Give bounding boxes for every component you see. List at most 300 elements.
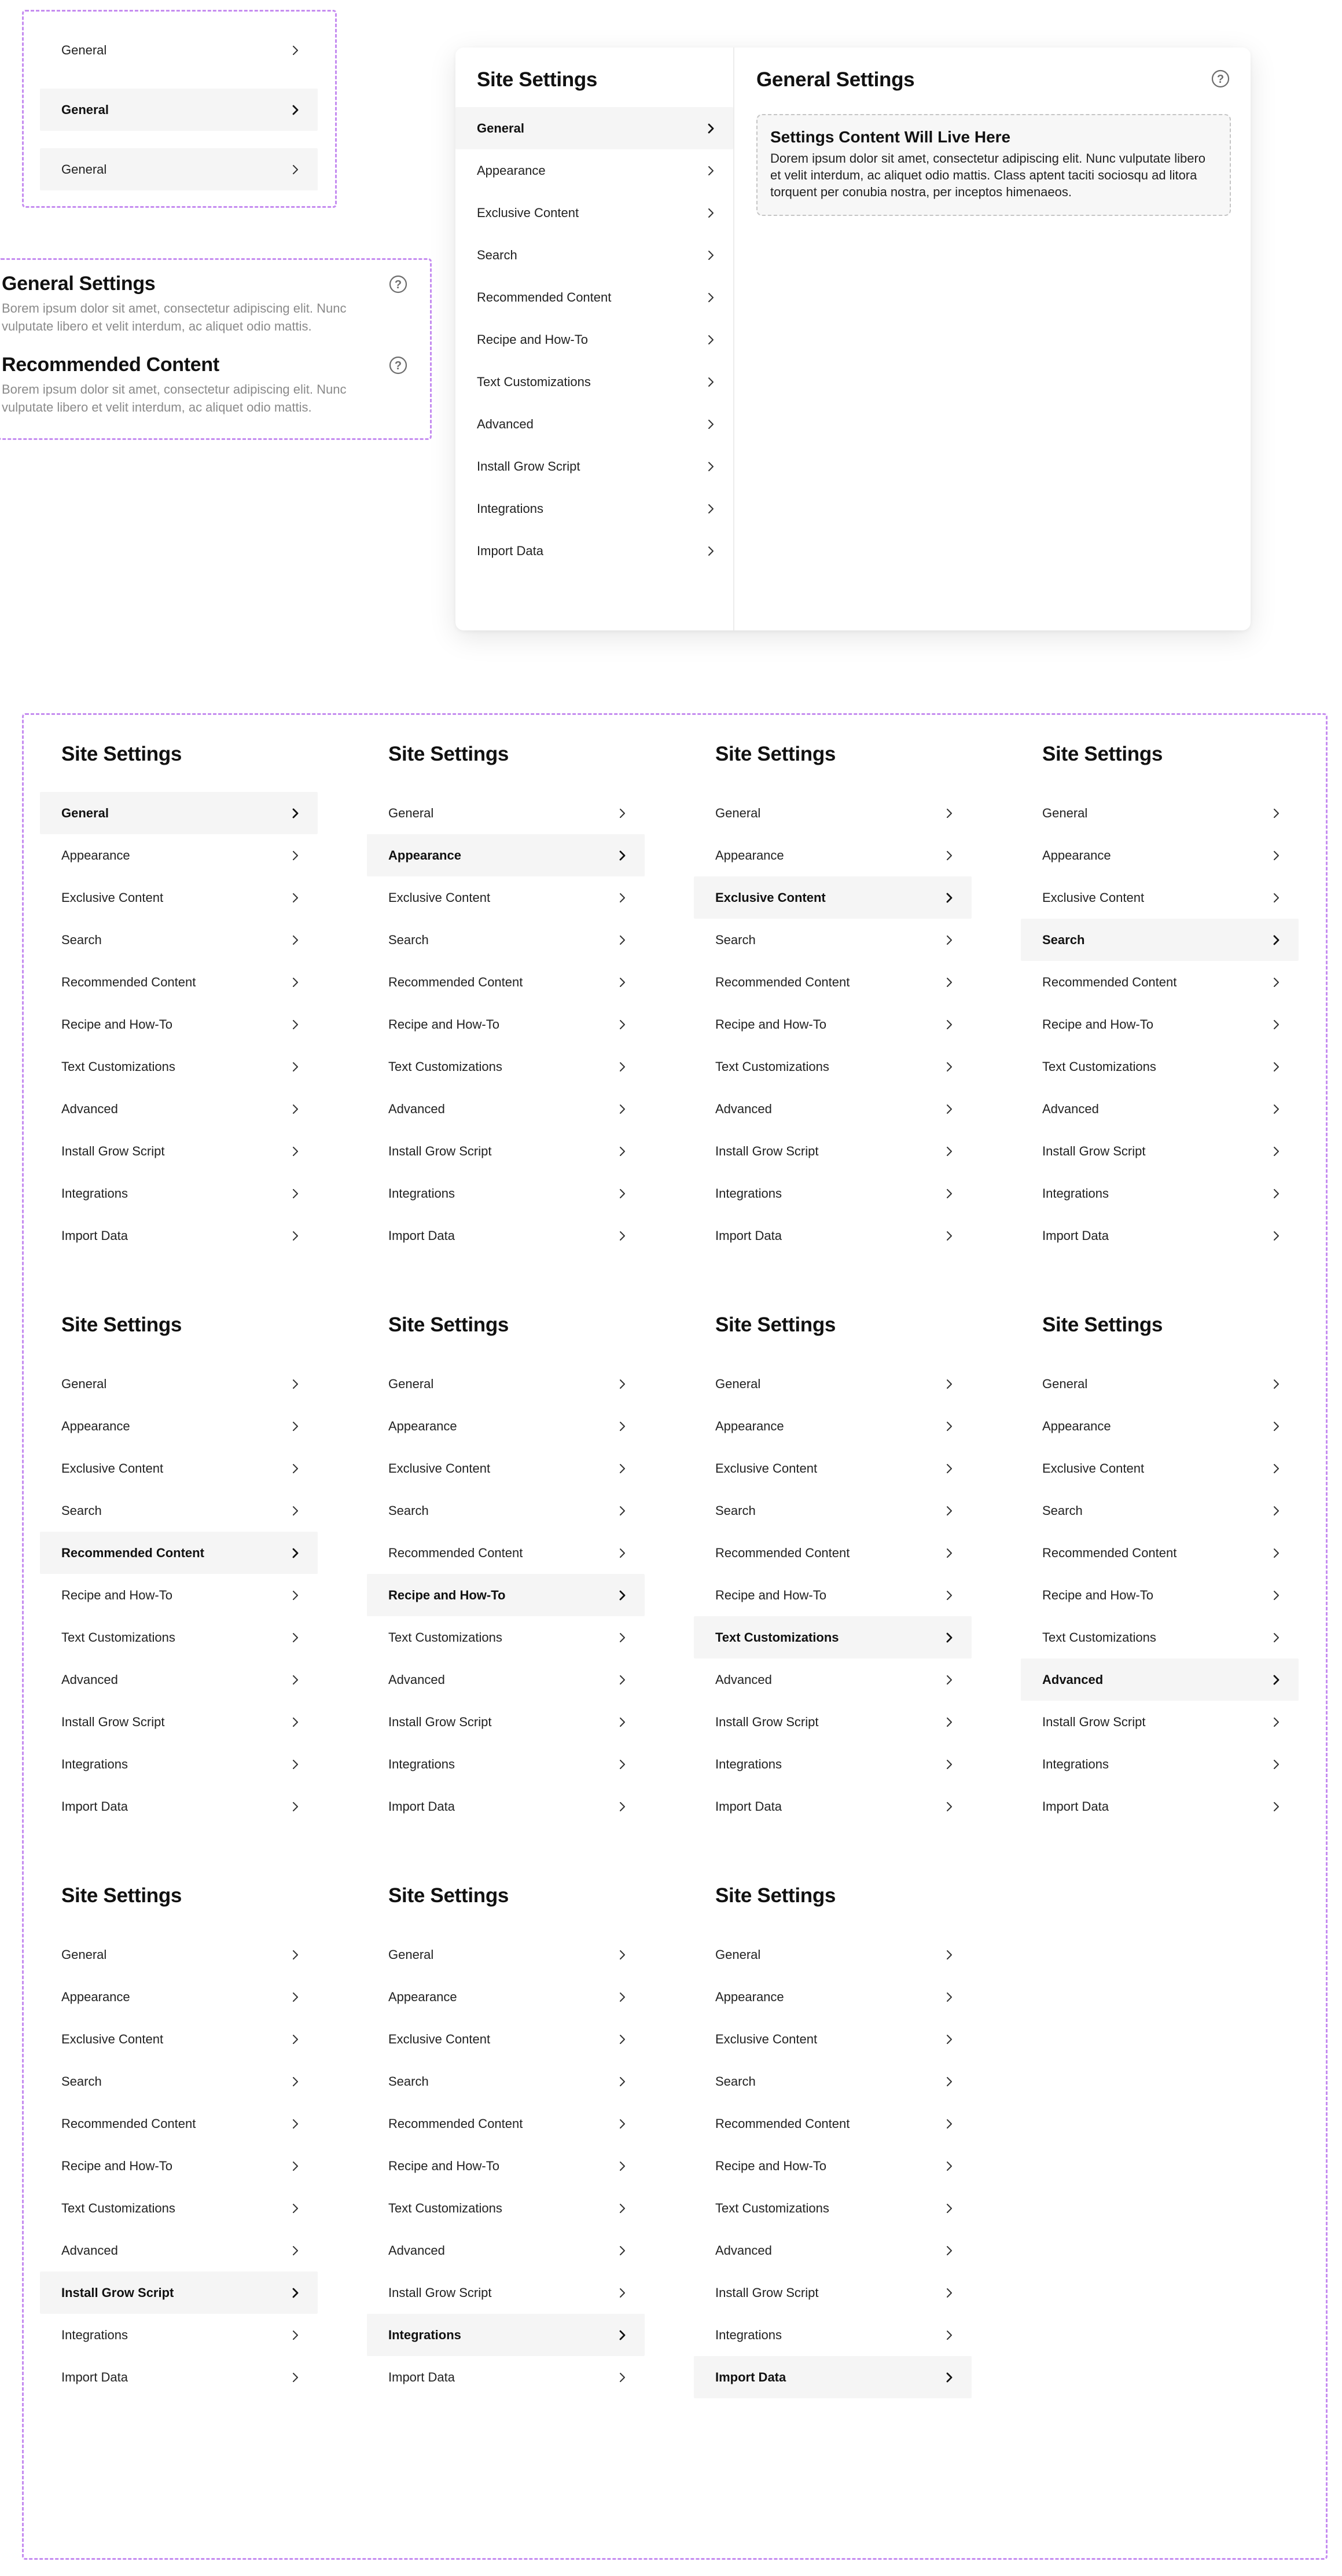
- chevron-right-icon: [943, 1378, 955, 1390]
- nav-item-label: Search: [1042, 932, 1085, 947]
- section-description: Borem ipsum dolor sit amet, consectetur adipiscing elit. Nunc vulputate libero et velit interdum, ac aliquet odio mattis.: [2, 382, 347, 414]
- nav-item-state-selected[interactable]: [40, 89, 318, 131]
- sidebar-item-text-customizations[interactable]: [40, 1616, 318, 1658]
- nav-item-label: Exclusive Content: [477, 205, 579, 220]
- sidebar-item-text-customizations[interactable]: [1021, 1045, 1299, 1088]
- nav-item-label: Install Grow Script: [388, 2285, 492, 2300]
- chevron-right-icon: [616, 891, 628, 904]
- chevron-right-icon: [1270, 1547, 1282, 1559]
- chevron-right-icon: [943, 2075, 955, 2088]
- chevron-right-icon: [943, 1061, 955, 1073]
- sidebar-item-appearance[interactable]: [694, 1976, 972, 2018]
- nav-item-label: Recommended Content: [477, 289, 612, 304]
- nav-item-label: Recommended Content: [61, 1545, 204, 1560]
- nav-item-label: Appearance: [61, 847, 130, 863]
- nav-item-label: General: [61, 1376, 107, 1391]
- nav-item-label: General: [388, 1947, 434, 1962]
- chevron-right-icon: [616, 1758, 628, 1771]
- chevron-right-icon: [289, 44, 302, 57]
- sidebar-item-install-grow-script[interactable]: [694, 2272, 972, 2314]
- sidebar-item-appearance[interactable]: [40, 1976, 318, 2018]
- sidebar-item-general[interactable]: [694, 1933, 972, 1976]
- chevron-right-icon: [704, 207, 717, 219]
- sidebar-item-search[interactable]: [694, 2060, 972, 2102]
- chevron-right-icon: [943, 1589, 955, 1602]
- sidebar-item-general[interactable]: [694, 1363, 972, 1405]
- sidebar-item-exclusive-content[interactable]: [367, 1447, 645, 1489]
- nav-item-label: Text Customizations: [715, 1059, 829, 1074]
- sidebar-item-appearance[interactable]: [1021, 1405, 1299, 1447]
- chevron-right-icon: [616, 2244, 628, 2257]
- sidebar-item-appearance[interactable]: [367, 834, 645, 876]
- nav-item-label: Install Grow Script: [715, 1714, 819, 1729]
- chevron-right-icon: [289, 2202, 302, 2215]
- sidebar-item-text-customizations[interactable]: [367, 1045, 645, 1088]
- nav-item-label: Integrations: [1042, 1186, 1109, 1201]
- chevron-right-icon: [943, 976, 955, 989]
- sidebar-item-search[interactable]: [694, 919, 972, 961]
- nav-item-label: Install Grow Script: [715, 2285, 819, 2300]
- nav-item-label: Text Customizations: [61, 2200, 175, 2215]
- sidebar-item-appearance[interactable]: [694, 834, 972, 876]
- sidebar-item-install-grow-script[interactable]: [1021, 1130, 1299, 1172]
- nav-item-label: Recipe and How-To: [388, 1587, 506, 1602]
- sidebar-item-integrations[interactable]: [40, 2314, 318, 2356]
- chevron-right-icon: [943, 1948, 955, 1961]
- nav-item-label: Search: [1042, 1503, 1083, 1518]
- help-icon[interactable]: [389, 356, 407, 375]
- sidebar-item-search[interactable]: [40, 1489, 318, 1532]
- sidebar-item-recipe-and-how-to[interactable]: [1021, 1574, 1299, 1616]
- chevron-right-icon: [616, 934, 628, 946]
- sidebar-item-appearance[interactable]: [694, 1405, 972, 1447]
- sidebar-item-exclusive-content[interactable]: [367, 876, 645, 919]
- sidebar-item-install-grow-script[interactable]: [694, 1701, 972, 1743]
- chevron-right-icon: [943, 1674, 955, 1686]
- sidebar-item-recipe-and-how-to[interactable]: [40, 2145, 318, 2187]
- nav-item-label: Advanced: [715, 1101, 772, 1116]
- chevron-right-icon: [616, 1018, 628, 1031]
- nav-item-label: General: [715, 1947, 761, 1962]
- sidebar-item-recipe-and-how-to[interactable]: [1021, 1003, 1299, 1045]
- nav-item-label: Exclusive Content: [388, 1461, 491, 1476]
- chevron-right-icon: [289, 2244, 302, 2257]
- nav-title: Site Settings: [388, 743, 509, 765]
- chevron-right-icon: [1270, 1462, 1282, 1475]
- nav-item-label: Exclusive Content: [61, 2031, 164, 2046]
- sidebar-item-recipe-and-how-to[interactable]: [694, 1003, 972, 1045]
- sidebar-item-appearance[interactable]: [367, 1405, 645, 1447]
- sidebar-item-advanced[interactable]: [694, 2229, 972, 2272]
- sidebar-item-integrations[interactable]: [694, 1743, 972, 1785]
- sidebar-item-recommended-content[interactable]: [40, 2102, 318, 2145]
- nav-item-label: Recipe and How-To: [477, 332, 588, 347]
- chevron-right-icon: [943, 2033, 955, 2046]
- sidebar-item-general[interactable]: [1021, 792, 1299, 834]
- sidebar-item-exclusive-content[interactable]: [1021, 1447, 1299, 1489]
- nav-item-label: Recipe and How-To: [388, 2158, 499, 2173]
- nav-item-label: Search: [388, 2074, 429, 2089]
- chevron-right-icon: [289, 2075, 302, 2088]
- sidebar-item-advanced[interactable]: [367, 2229, 645, 2272]
- svg-text:?: ?: [1216, 73, 1225, 86]
- nav-item-label: Import Data: [1042, 1228, 1109, 1243]
- sidebar-item-text-customizations[interactable]: [367, 2187, 645, 2229]
- chevron-right-icon: [1270, 1230, 1282, 1242]
- sidebar-item-exclusive-content[interactable]: [694, 2018, 972, 2060]
- chevron-right-icon: [1270, 1800, 1282, 1813]
- sidebar-item-exclusive-content[interactable]: [1021, 876, 1299, 919]
- sidebar-item-recipe-and-how-to[interactable]: [694, 1574, 972, 1616]
- nav-item-label: Integrations: [61, 1186, 128, 1201]
- sidebar-item-recommended-content[interactable]: [455, 276, 733, 318]
- nav-item-label: Advanced: [388, 2243, 445, 2258]
- sidebar-item-advanced[interactable]: [694, 1658, 972, 1701]
- sidebar-item-text-customizations[interactable]: [694, 1045, 972, 1088]
- sidebar-item-search[interactable]: [40, 919, 318, 961]
- sidebar-item-integrations[interactable]: [694, 1172, 972, 1214]
- chevron-right-icon: [943, 2160, 955, 2173]
- chevron-right-icon: [616, 2329, 628, 2342]
- nav-item-label: Text Customizations: [1042, 1630, 1156, 1645]
- nav-item-label: Recommended Content: [1042, 974, 1177, 989]
- sidebar-item-install-grow-script[interactable]: [367, 1701, 645, 1743]
- sidebar-item-general[interactable]: [455, 107, 733, 149]
- nav-item-label: Appearance: [388, 1418, 457, 1433]
- nav-item-state-hover[interactable]: [40, 148, 318, 190]
- sidebar-item-exclusive-content[interactable]: [455, 192, 733, 234]
- sidebar-item-appearance[interactable]: [367, 1976, 645, 2018]
- sidebar-item-appearance[interactable]: [40, 834, 318, 876]
- chevron-right-icon: [616, 849, 628, 862]
- nav-item-label: General: [388, 805, 434, 820]
- sidebar-item-integrations[interactable]: [1021, 1743, 1299, 1785]
- sidebar-item-integrations[interactable]: [40, 1743, 318, 1785]
- nav-item-label: Text Customizations: [61, 1630, 175, 1645]
- nav-item-label: Recommended Content: [61, 974, 196, 989]
- sidebar-item-appearance[interactable]: [455, 149, 733, 192]
- chevron-right-icon: [616, 1378, 628, 1390]
- chevron-right-icon: [1270, 1420, 1282, 1433]
- sidebar-item-recommended-content[interactable]: [367, 961, 645, 1003]
- sidebar-item-search[interactable]: [367, 2060, 645, 2102]
- nav-title: Site Settings: [61, 743, 182, 765]
- sidebar-item-advanced[interactable]: [694, 1088, 972, 1130]
- sidebar-item-advanced[interactable]: [1021, 1088, 1299, 1130]
- chevron-right-icon: [616, 2075, 628, 2088]
- sidebar-item-search[interactable]: [1021, 1489, 1299, 1532]
- chevron-right-icon: [616, 807, 628, 820]
- sidebar-item-general[interactable]: [40, 1363, 318, 1405]
- nav-item-label: Search: [388, 932, 429, 947]
- sidebar-item-import-data[interactable]: [694, 1214, 972, 1257]
- sidebar-item-integrations[interactable]: [694, 2314, 972, 2356]
- nav-item-label: Appearance: [715, 1989, 784, 2004]
- sidebar-item-install-grow-script[interactable]: [1021, 1701, 1299, 1743]
- sidebar-item-text-customizations[interactable]: [694, 2187, 972, 2229]
- chevron-right-icon: [289, 1631, 302, 1644]
- nav-item-label: Import Data: [715, 2369, 786, 2384]
- chevron-right-icon: [943, 807, 955, 820]
- chevron-right-icon: [704, 460, 717, 473]
- nav-item-label: Import Data: [477, 543, 543, 558]
- nav-item-label: Integrations: [477, 501, 543, 516]
- sidebar-item-recipe-and-how-to[interactable]: [40, 1574, 318, 1616]
- sidebar-item-advanced[interactable]: [1021, 1658, 1299, 1701]
- nav-item-state-default[interactable]: [40, 29, 318, 71]
- sidebar-item-recipe-and-how-to[interactable]: [367, 1574, 645, 1616]
- chevron-right-icon: [943, 1716, 955, 1729]
- sidebar-item-import-data[interactable]: [367, 1785, 645, 1828]
- chevron-right-icon: [289, 2118, 302, 2130]
- chevron-right-icon: [289, 1378, 302, 1390]
- sidebar-item-general[interactable]: [367, 792, 645, 834]
- chevron-right-icon: [616, 976, 628, 989]
- sidebar-item-advanced[interactable]: [367, 1658, 645, 1701]
- chevron-right-icon: [943, 1145, 955, 1158]
- chevron-right-icon: [616, 2160, 628, 2173]
- nav-item-label: General: [477, 120, 524, 135]
- sidebar-item-integrations[interactable]: [367, 1172, 645, 1214]
- chevron-right-icon: [1270, 1674, 1282, 1686]
- nav-item-label: Recommended Content: [715, 1545, 850, 1560]
- nav-item-label: Appearance: [1042, 1418, 1111, 1433]
- sidebar-item-recommended-content[interactable]: [1021, 961, 1299, 1003]
- help-icon[interactable]: [1211, 69, 1230, 88]
- nav-item-label: General: [61, 805, 109, 820]
- sidebar-item-import-data[interactable]: [694, 2356, 972, 2398]
- nav-item-label: Recipe and How-To: [715, 2158, 826, 2173]
- sidebar-item-install-grow-script[interactable]: [455, 445, 733, 487]
- sidebar-item-install-grow-script[interactable]: [40, 1701, 318, 1743]
- chevron-right-icon: [1270, 1758, 1282, 1771]
- sidebar-item-integrations[interactable]: [367, 1743, 645, 1785]
- sidebar-item-advanced[interactable]: [40, 1088, 318, 1130]
- chevron-right-icon: [616, 1716, 628, 1729]
- sidebar-item-recipe-and-how-to[interactable]: [694, 2145, 972, 2187]
- nav-item-label: Integrations: [388, 1186, 455, 1201]
- nav-item-label: General: [388, 1376, 434, 1391]
- item-states-frame: [22, 10, 337, 208]
- sidebar-item-install-grow-script[interactable]: [40, 2272, 318, 2314]
- sidebar-item-recipe-and-how-to[interactable]: [367, 2145, 645, 2187]
- nav-item-label: Integrations: [388, 2327, 461, 2342]
- sidebar-item-install-grow-script[interactable]: [367, 1130, 645, 1172]
- nav-item-label: Appearance: [477, 163, 546, 178]
- sidebar-item-exclusive-content[interactable]: [40, 2018, 318, 2060]
- sidebar-item-text-customizations[interactable]: [1021, 1616, 1299, 1658]
- nav-item-label: Text Customizations: [715, 1630, 839, 1645]
- sidebar-item-general[interactable]: [40, 1933, 318, 1976]
- sidebar-item-import-data[interactable]: [367, 2356, 645, 2398]
- nav-variant-panel: [367, 1286, 645, 1814]
- sidebar-item-advanced[interactable]: [367, 1088, 645, 1130]
- sidebar-item-search[interactable]: [367, 919, 645, 961]
- sidebar-item-search[interactable]: [455, 234, 733, 276]
- chevron-right-icon: [943, 1800, 955, 1813]
- sidebar-item-general[interactable]: [40, 792, 318, 834]
- chevron-right-icon: [1270, 1378, 1282, 1390]
- nav-variant-panel: [1021, 715, 1299, 1243]
- sidebar-item-exclusive-content[interactable]: [40, 1447, 318, 1489]
- sidebar-item-recipe-and-how-to[interactable]: [40, 1003, 318, 1045]
- sidebar-item-install-grow-script[interactable]: [367, 2272, 645, 2314]
- sidebar-item-recommended-content[interactable]: [367, 2102, 645, 2145]
- sidebar-item-recipe-and-how-to[interactable]: [367, 1003, 645, 1045]
- section-title: Recommended Content: [2, 354, 219, 376]
- chevron-right-icon: [289, 1187, 302, 1200]
- sidebar-item-recommended-content[interactable]: [694, 961, 972, 1003]
- sidebar-item-advanced[interactable]: [40, 2229, 318, 2272]
- chevron-right-icon: [704, 333, 717, 346]
- sidebar-item-import-data[interactable]: [40, 1785, 318, 1828]
- chevron-right-icon: [1270, 1504, 1282, 1517]
- sidebar-item-recommended-content[interactable]: [367, 1532, 645, 1574]
- sidebar-item-search[interactable]: [367, 1489, 645, 1532]
- chevron-right-icon: [289, 1800, 302, 1813]
- chevron-right-icon: [1270, 849, 1282, 862]
- sidebar-item-import-data[interactable]: [455, 530, 733, 572]
- sidebar-item-search[interactable]: [694, 1489, 972, 1532]
- nav-item-label: Appearance: [388, 1989, 457, 2004]
- chevron-right-icon: [943, 2329, 955, 2342]
- nav-variant-panel: [40, 1856, 318, 2384]
- nav-item-label: Install Grow Script: [61, 2285, 174, 2300]
- nav-item-label: General: [715, 1376, 761, 1391]
- placeholder-text: Dorem ipsum dolor sit amet, consectetur adipiscing elit. Nunc vulputate libero et velit interdum, ac aliquet odio mattis. Class aptent taciti sociosqu ad litora torquent per conubia nostra, per inceptos himenaeos.: [770, 151, 1206, 199]
- sidebar-item-text-customizations[interactable]: [40, 1045, 318, 1088]
- sidebar-item-recipe-and-how-to[interactable]: [455, 318, 733, 361]
- sidebar-item-search[interactable]: [40, 2060, 318, 2102]
- sidebar-item-advanced[interactable]: [40, 1658, 318, 1701]
- section-headers-frame: [0, 258, 432, 440]
- nav-item-label: Recipe and How-To: [1042, 1017, 1153, 1032]
- sidebar-item-integrations[interactable]: [1021, 1172, 1299, 1214]
- sidebar-item-appearance[interactable]: [40, 1405, 318, 1447]
- nav-item-label: Integrations: [715, 1756, 782, 1771]
- chevron-right-icon: [616, 1674, 628, 1686]
- sidebar-item-exclusive-content[interactable]: [40, 876, 318, 919]
- nav-item-label: Search: [61, 2074, 102, 2089]
- nav-item-label: Recipe and How-To: [715, 1587, 826, 1602]
- chevron-right-icon: [943, 1991, 955, 2003]
- sidebar-item-text-customizations[interactable]: [694, 1616, 972, 1658]
- chevron-right-icon: [943, 2244, 955, 2257]
- chevron-right-icon: [289, 1462, 302, 1475]
- help-icon[interactable]: [389, 275, 407, 293]
- sidebar-item-import-data[interactable]: [40, 1214, 318, 1257]
- chevron-right-icon: [289, 163, 302, 176]
- nav-title: Site Settings: [61, 1313, 182, 1336]
- sidebar-item-import-data[interactable]: [367, 1214, 645, 1257]
- chevron-right-icon: [289, 1547, 302, 1559]
- chevron-right-icon: [943, 2118, 955, 2130]
- nav-item-label: Exclusive Content: [715, 2031, 818, 2046]
- nav-item-label: Integrations: [715, 2327, 782, 2342]
- sidebar-item-import-data[interactable]: [1021, 1785, 1299, 1828]
- nav-item-label: Import Data: [715, 1228, 782, 1243]
- chevron-right-icon: [616, 2033, 628, 2046]
- nav-item-label: Recommended Content: [388, 974, 523, 989]
- nav-item-label: Advanced: [61, 1101, 118, 1116]
- chevron-right-icon: [616, 2287, 628, 2299]
- sidebar-item-recommended-content[interactable]: [40, 1532, 318, 1574]
- nav-item-label: Integrations: [388, 1756, 455, 1771]
- sidebar-item-integrations[interactable]: [367, 2314, 645, 2356]
- chevron-right-icon: [943, 934, 955, 946]
- chevron-right-icon: [289, 1758, 302, 1771]
- nav-variant-panel: [694, 1856, 972, 2384]
- sidebar-item-general[interactable]: [367, 1933, 645, 1976]
- chevron-right-icon: [1270, 1631, 1282, 1644]
- nav-variant-panel: [1021, 1286, 1299, 1814]
- chevron-right-icon: [289, 2160, 302, 2173]
- chevron-right-icon: [704, 249, 717, 262]
- chevron-right-icon: [289, 891, 302, 904]
- chevron-right-icon: [289, 1948, 302, 1961]
- chevron-right-icon: [616, 1145, 628, 1158]
- nav-item-label: Advanced: [1042, 1101, 1099, 1116]
- sidebar-item-exclusive-content[interactable]: [367, 2018, 645, 2060]
- sidebar-item-integrations[interactable]: [455, 487, 733, 530]
- nav-item-label: Advanced: [715, 2243, 772, 2258]
- nav-title: Site Settings: [61, 1884, 182, 1907]
- sidebar-item-advanced[interactable]: [455, 403, 733, 445]
- chevron-right-icon: [704, 164, 717, 177]
- nav-item-label: Install Grow Script: [715, 1143, 819, 1158]
- sidebar-item-text-customizations[interactable]: [367, 1616, 645, 1658]
- sidebar-item-recommended-content[interactable]: [1021, 1532, 1299, 1574]
- sidebar-item-integrations[interactable]: [40, 1172, 318, 1214]
- sidebar-item-text-customizations[interactable]: [455, 361, 733, 403]
- chevron-right-icon: [289, 807, 302, 820]
- nav-item-label: Exclusive Content: [1042, 1461, 1145, 1476]
- sidebar-item-import-data[interactable]: [694, 1785, 972, 1828]
- nav-item-label: Text Customizations: [715, 2200, 829, 2215]
- sidebar-item-exclusive-content[interactable]: [694, 876, 972, 919]
- chevron-right-icon: [289, 1145, 302, 1158]
- nav-item-label: Import Data: [61, 2369, 128, 2384]
- sidebar-item-recommended-content[interactable]: [40, 961, 318, 1003]
- chevron-right-icon: [943, 1462, 955, 1475]
- nav-item-label: General: [61, 1947, 107, 1962]
- sidebar-item-general[interactable]: [1021, 1363, 1299, 1405]
- nav-item-label: Install Grow Script: [1042, 1714, 1146, 1729]
- nav-item-label: Recipe and How-To: [61, 2158, 172, 2173]
- chevron-right-icon: [1270, 1187, 1282, 1200]
- chevron-right-icon: [289, 1589, 302, 1602]
- sidebar-item-general[interactable]: [367, 1363, 645, 1405]
- nav-item-label: Recipe and How-To: [715, 1017, 826, 1032]
- chevron-right-icon: [943, 1018, 955, 1031]
- sidebar-item-exclusive-content[interactable]: [694, 1447, 972, 1489]
- sidebar-item-text-customizations[interactable]: [40, 2187, 318, 2229]
- sidebar-item-install-grow-script[interactable]: [694, 1130, 972, 1172]
- sidebar-item-recommended-content[interactable]: [694, 1532, 972, 1574]
- sidebar-item-import-data[interactable]: [1021, 1214, 1299, 1257]
- sidebar-item-general[interactable]: [694, 792, 972, 834]
- sidebar-item-search[interactable]: [1021, 919, 1299, 961]
- chevron-right-icon: [943, 1504, 955, 1517]
- sidebar-item-appearance[interactable]: [1021, 834, 1299, 876]
- sidebar-item-import-data[interactable]: [40, 2356, 318, 2398]
- nav-item-label: Recommended Content: [715, 974, 850, 989]
- sidebar-item-recommended-content[interactable]: [694, 2102, 972, 2145]
- nav-variant-panel: [694, 715, 972, 1243]
- chevron-right-icon: [616, 1504, 628, 1517]
- nav-item-label: Recipe and How-To: [1042, 1587, 1153, 1602]
- sidebar-item-install-grow-script[interactable]: [40, 1130, 318, 1172]
